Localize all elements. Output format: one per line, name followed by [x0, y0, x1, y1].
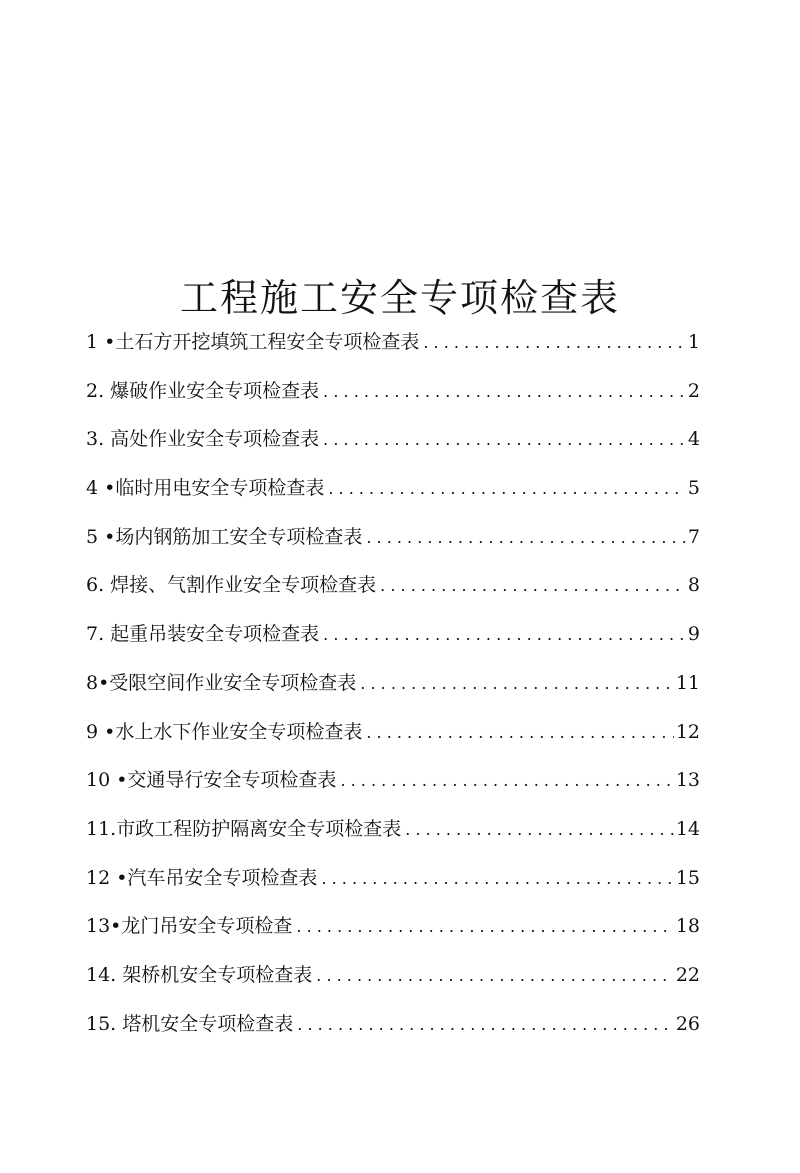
- toc-entry-label: 4 •临时用电安全专项检查表: [86, 477, 325, 500]
- toc-entry-label: 5 •场内钢筋加工安全专项检查表: [86, 525, 363, 548]
- table-of-contents: [86, 318, 700, 1048]
- toc-entry-label: 12 •汽车吊安全专项检查表: [86, 866, 318, 889]
- toc-entry: [86, 756, 700, 805]
- toc-leader-dots: [405, 806, 674, 855]
- toc-entry-label: 3. 高处作业安全专项检查表: [86, 428, 320, 451]
- toc-entry-page: 26: [675, 1012, 700, 1035]
- toc-entry-label: 10 •交通导行安全专项检查表: [86, 769, 337, 792]
- toc-entry-page: 13: [675, 769, 700, 792]
- toc-entry-label: 7. 起重吊装安全专项检查表: [86, 623, 320, 646]
- toc-entry-label: 8•受限空间作业安全专项检查表: [86, 671, 357, 694]
- toc-entry: [86, 513, 700, 562]
- toc-entry: [86, 367, 700, 416]
- toc-entry-label: 11.市政工程防护隔离安全专项检查表: [86, 817, 402, 840]
- toc-leader-dots: [328, 465, 686, 514]
- toc-entry: [86, 951, 700, 1000]
- toc-entry-label: 1 •土石方开挖填筑工程安全专项检查表: [86, 331, 420, 353]
- toc-leader-dots: [316, 952, 674, 1001]
- toc-leader-dots: [297, 1001, 674, 1050]
- toc-entry-page: 1: [687, 331, 700, 353]
- toc-entry: [86, 610, 700, 659]
- toc-entry-page: 7: [687, 525, 700, 548]
- toc-entry-label: 15. 塔机安全专项检查表: [86, 1012, 294, 1035]
- toc-entry: [86, 805, 700, 854]
- toc-entry-page: 11: [675, 671, 700, 694]
- toc-entry-page: 12: [675, 720, 700, 743]
- toc-leader-dots: [321, 855, 673, 904]
- toc-entry: [86, 854, 700, 903]
- toc-entry-label: 9 •水上水下作业安全专项检查表: [86, 720, 363, 743]
- toc-leader-dots: [340, 757, 673, 806]
- toc-leader-dots: [323, 416, 686, 465]
- toc-entry: [86, 1000, 700, 1049]
- toc-leader-dots: [380, 562, 686, 611]
- toc-entry-label: 13•龙门吊安全专项检查: [86, 915, 293, 938]
- toc-leader-dots: [296, 903, 673, 952]
- toc-entry-label: 2. 爆破作业安全专项检查表: [86, 379, 320, 402]
- document-title: 工程施工安全专项检查表: [179, 276, 620, 320]
- toc-leader-dots: [366, 709, 673, 758]
- toc-leader-dots: [323, 368, 686, 417]
- toc-entry: [86, 318, 700, 367]
- toc-entry: [86, 464, 700, 513]
- toc-leader-dots: [366, 514, 686, 563]
- toc-entry-page: 15: [675, 866, 700, 889]
- toc-entry-page: 4: [687, 428, 700, 451]
- toc-entry-page: 5: [687, 477, 700, 500]
- toc-entry: [86, 659, 700, 708]
- toc-entry: [86, 902, 700, 951]
- toc-entry: [86, 561, 700, 610]
- toc-entry-label: 6. 焊接、气割作业安全专项检查表: [86, 574, 377, 597]
- toc-entry-page: 8: [687, 574, 700, 597]
- toc-entry-page: 22: [675, 963, 700, 986]
- toc-leader-dots: [423, 319, 686, 368]
- toc-entry: [86, 708, 700, 757]
- toc-entry: [86, 415, 700, 464]
- toc-leader-dots: [360, 660, 674, 709]
- toc-entry-page: 18: [675, 915, 700, 938]
- toc-leader-dots: [323, 611, 686, 660]
- toc-entry-page: 2: [687, 379, 700, 402]
- toc-entry-page: 9: [687, 623, 700, 646]
- toc-entry-page: 14: [675, 817, 700, 840]
- toc-entry-label: 14. 架桥机安全专项检查表: [86, 963, 313, 986]
